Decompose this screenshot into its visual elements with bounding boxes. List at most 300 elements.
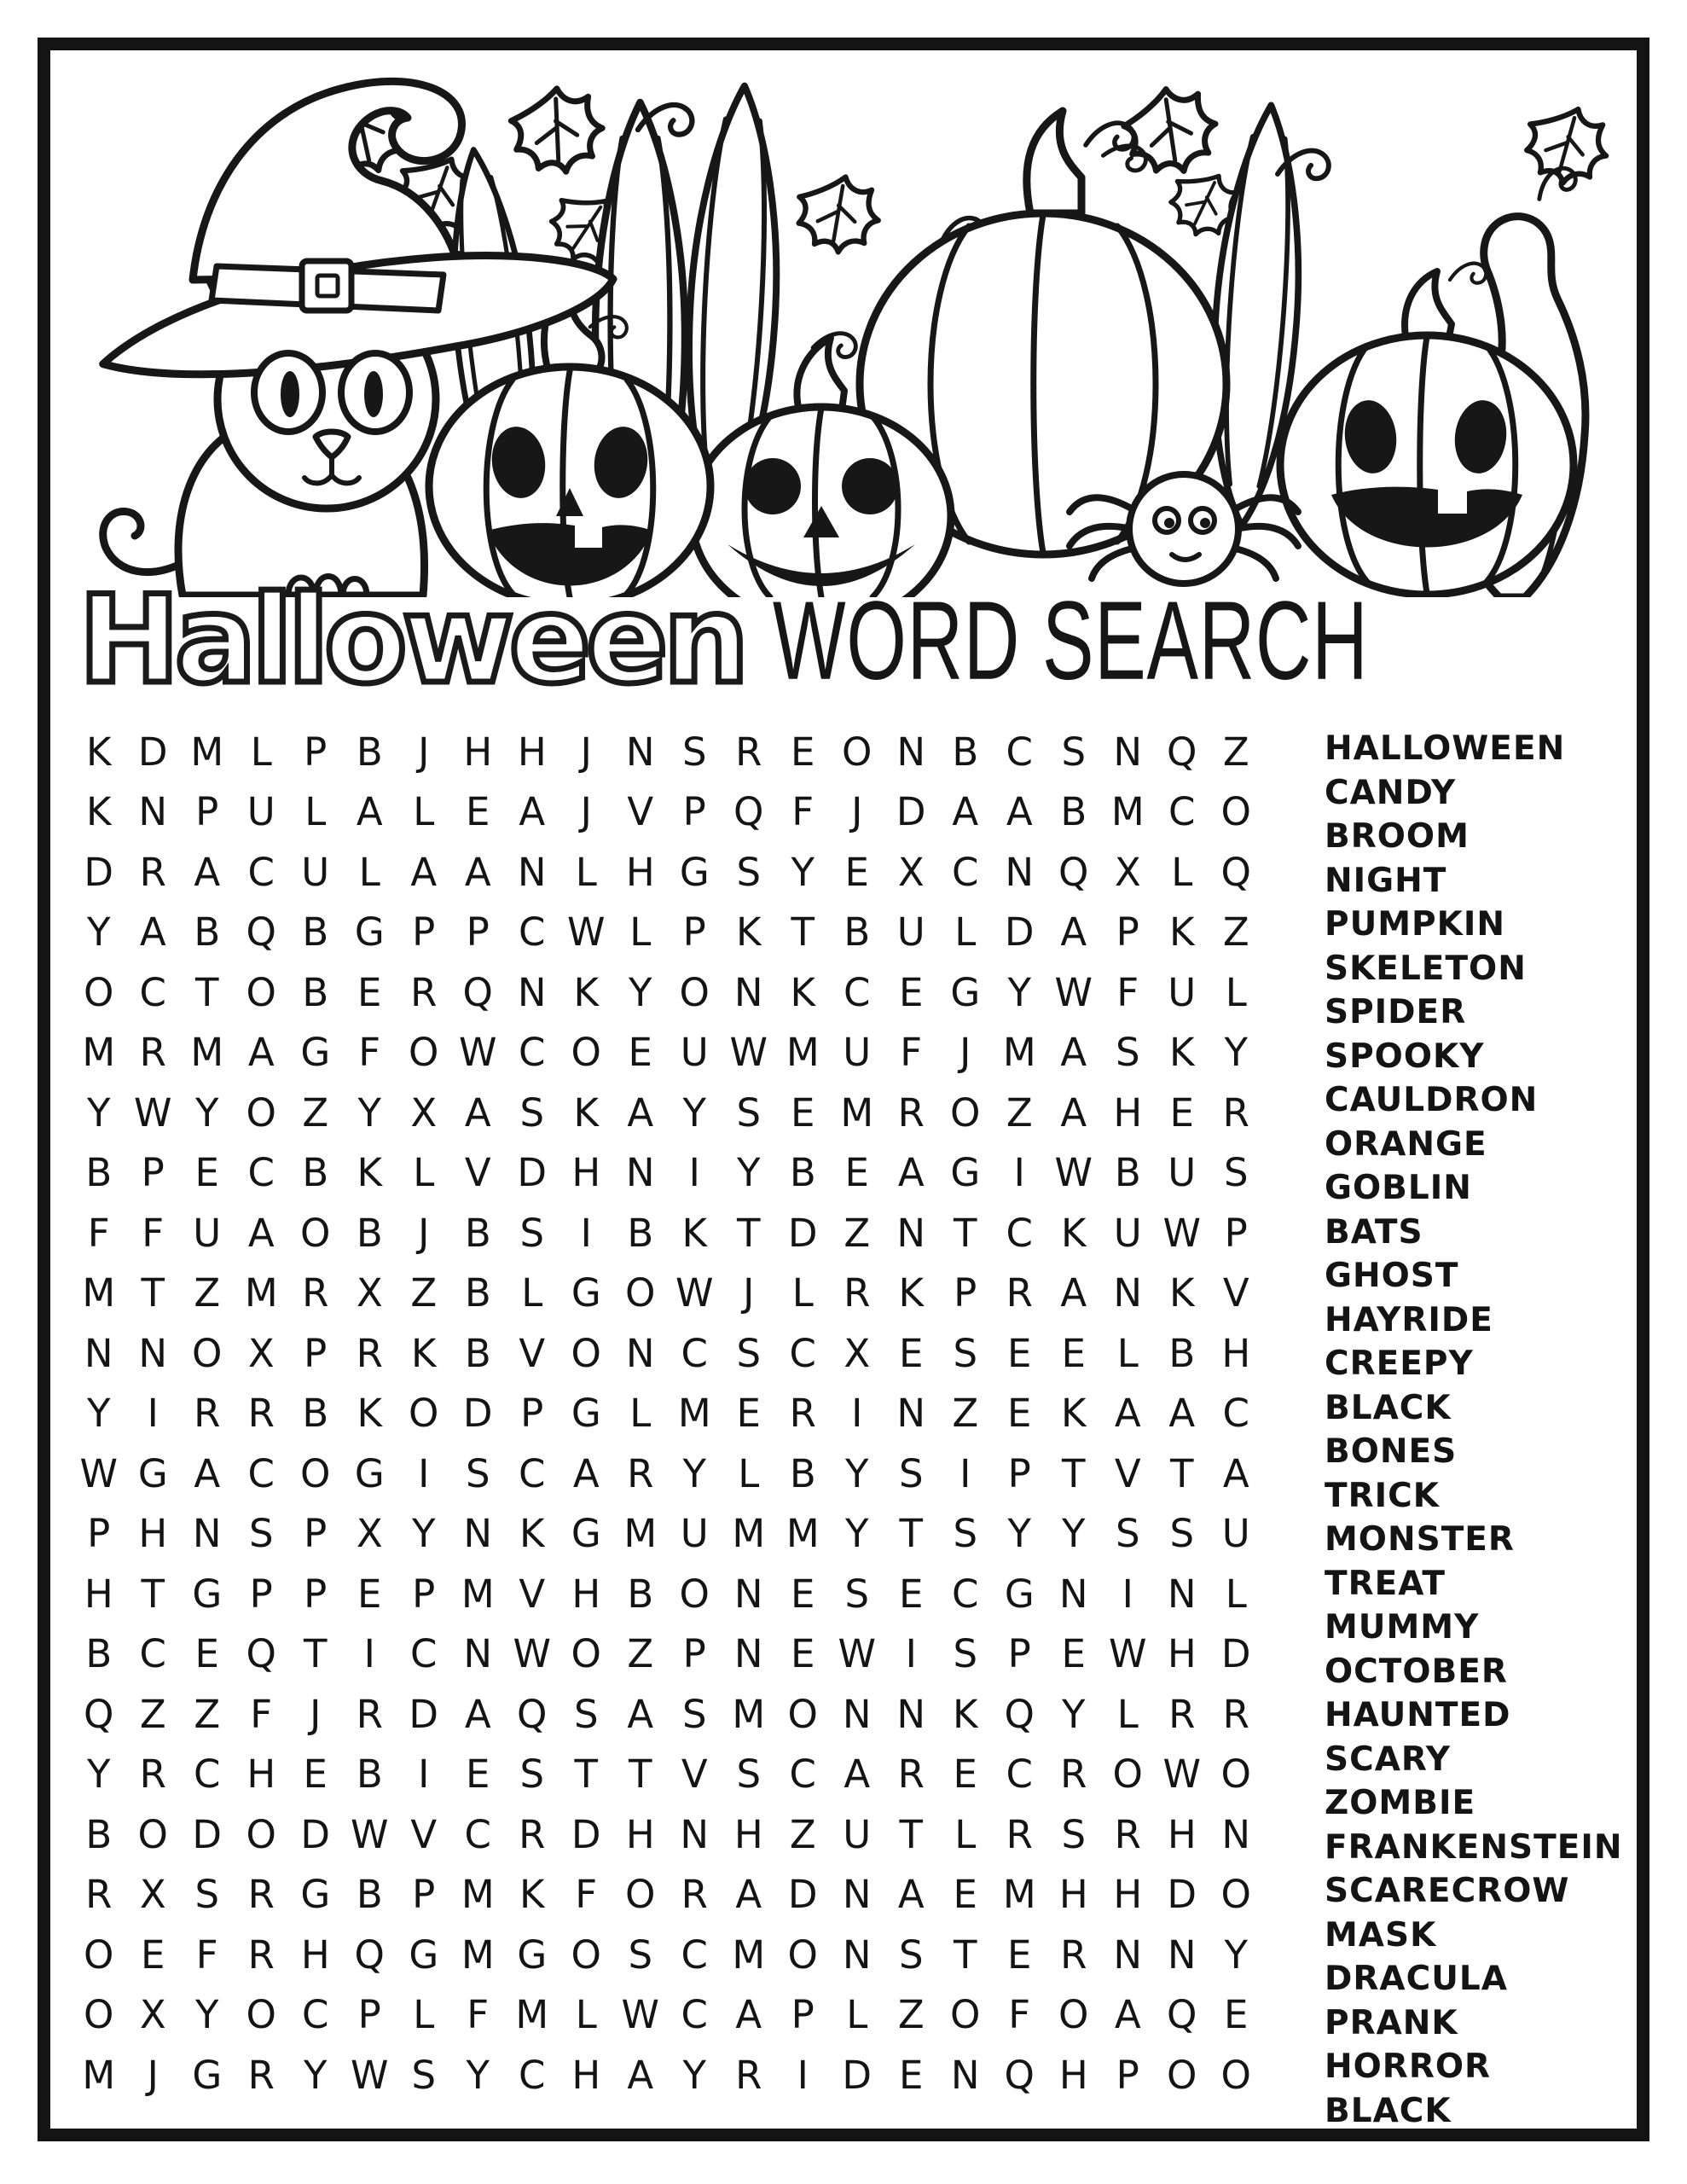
grid-letter: N	[625, 1330, 655, 1376]
grid-letter: T	[954, 1931, 977, 1978]
grid-letter: H	[625, 1811, 655, 1857]
word-list-item: HAYRIDE	[1325, 1300, 1493, 1339]
grid-letter: A	[247, 1210, 275, 1256]
grid-letter: O	[571, 1931, 601, 1978]
grid-letter: A	[1060, 909, 1087, 956]
grid-letter: G	[300, 1872, 331, 1918]
grid-letter: L	[629, 1391, 652, 1437]
grid-letter: F	[900, 1030, 923, 1076]
grid-letter: Q	[733, 789, 764, 835]
grid-letter: U	[1113, 1210, 1142, 1256]
grid-letter: A	[1006, 789, 1033, 835]
grid-letter: M	[190, 729, 224, 775]
grid-letter: P	[1116, 909, 1139, 956]
grid-letter: L	[846, 1992, 868, 2038]
grid-letter: Q	[1004, 2052, 1035, 2098]
grid-letter: I	[418, 1751, 430, 1798]
grid-letter: I	[959, 1450, 971, 1496]
letter-grid	[72, 722, 1263, 2106]
grid-letter: H	[1167, 1811, 1197, 1857]
grid-letter: E	[844, 1150, 869, 1196]
grid-letter: A	[356, 789, 383, 835]
grid-letter: B	[302, 1150, 329, 1196]
grid-letter: Y	[466, 2052, 490, 2098]
grid-letter: Y	[87, 1751, 111, 1798]
grid-letter: C	[139, 1631, 166, 1677]
grid-letter: Q	[1167, 729, 1197, 775]
grid-letter: T	[1170, 1450, 1194, 1496]
grid-letter: S	[248, 1511, 274, 1557]
grid-letter: T	[737, 1210, 761, 1256]
grid-letter: C	[844, 969, 871, 1015]
grid-letter: B	[85, 1631, 113, 1677]
word-list-item: SCARY	[1325, 1740, 1452, 1779]
grid-letter: O	[950, 1992, 981, 2038]
grid-letter: P	[304, 1511, 328, 1557]
grid-letter: L	[575, 849, 597, 895]
grid-letter: E	[628, 1030, 652, 1076]
halloween-scene-icon	[49, 51, 1638, 597]
word-list-item: OCTOBER	[1325, 1652, 1508, 1691]
grid-letter: E	[899, 2052, 924, 2098]
grid-letter: C	[302, 1992, 329, 2038]
grid-letter: F	[195, 1931, 218, 1978]
grid-letter: M	[244, 1270, 278, 1316]
grid-letter: H	[571, 1571, 601, 1617]
grid-letter: N	[842, 1691, 872, 1737]
grid-letter: M	[732, 1691, 766, 1737]
grid-letter: Z	[410, 1270, 438, 1316]
grid-letter: Y	[845, 1450, 869, 1496]
grid-letter: O	[625, 1270, 656, 1316]
grid-letter: A	[1222, 1450, 1249, 1496]
grid-letter: U	[1168, 969, 1197, 1015]
grid-letter: L	[250, 729, 272, 775]
grid-letter: S	[736, 849, 762, 895]
grid-letter: R	[1060, 1751, 1087, 1798]
grid-letter: R	[1168, 1691, 1196, 1737]
grid-letter: B	[85, 1811, 113, 1857]
grid-letter: P	[249, 1571, 273, 1617]
grid-letter: S	[519, 1751, 545, 1798]
grid-letter: R	[1006, 1270, 1033, 1316]
grid-letter: M	[82, 1270, 116, 1316]
grid-letter: N	[517, 969, 547, 1015]
grid-letter: R	[1222, 1089, 1249, 1136]
grid-letter: A	[627, 2052, 654, 2098]
grid-letter: L	[738, 1450, 760, 1496]
grid-letter: K	[790, 969, 815, 1015]
grid-letter: T	[141, 1571, 165, 1617]
grid-letter: R	[735, 2052, 762, 2098]
grid-letter: B	[627, 1210, 654, 1256]
word-list-item: HALLOWEEN	[1325, 729, 1566, 768]
grid-letter: R	[139, 1030, 166, 1076]
grid-letter: C	[247, 1450, 275, 1496]
grid-letter: E	[791, 1571, 815, 1617]
grid-letter: J	[418, 1210, 430, 1256]
grid-letter: L	[629, 909, 652, 956]
grid-letter: F	[791, 789, 815, 835]
grid-letter: D	[462, 1391, 493, 1437]
grid-letter: C	[952, 1571, 979, 1617]
grid-letter: O	[1220, 2052, 1251, 2098]
grid-letter: I	[1013, 1150, 1025, 1196]
grid-letter: Q	[1004, 1691, 1035, 1737]
grid-letter: K	[519, 1511, 545, 1557]
grid-letter: M	[461, 1571, 495, 1617]
grid-letter: D	[1004, 909, 1035, 956]
grid-letter: G	[1004, 1571, 1035, 1617]
grid-letter: K	[85, 789, 112, 835]
grid-letter: L	[521, 1270, 543, 1316]
grid-letter: W	[1109, 1631, 1147, 1677]
grid-letter: S	[1169, 1511, 1195, 1557]
grid-letter: M	[786, 1511, 820, 1557]
grid-letter: W	[459, 1030, 497, 1076]
grid-letter: W	[1054, 969, 1093, 1015]
grid-letter: E	[899, 969, 924, 1015]
grid-letter: S	[736, 1330, 762, 1376]
grid-letter: D	[787, 1210, 818, 1256]
grid-letter: R	[627, 1450, 654, 1496]
grid-letter: O	[246, 969, 276, 1015]
grid-letter: P	[1116, 2052, 1139, 2098]
grid-letter: F	[358, 1030, 381, 1076]
grid-letter: E	[791, 1089, 815, 1136]
grid-letter: P	[1007, 1450, 1031, 1496]
grid-letter: Y	[87, 1391, 111, 1437]
grid-letter: H	[625, 849, 655, 895]
grid-letter: S	[411, 2052, 437, 2098]
grid-letter: V	[627, 789, 654, 835]
word-list-item: NIGHT	[1325, 861, 1447, 900]
grid-letter: P	[466, 909, 490, 956]
grid-letter: U	[301, 849, 330, 895]
grid-letter: U	[680, 1511, 709, 1557]
grid-letter: E	[844, 849, 869, 895]
grid-letter: A	[627, 1691, 654, 1737]
grid-letter: Y	[682, 2052, 706, 2098]
grid-letter: H	[300, 1931, 330, 1978]
grid-letter: R	[1222, 1691, 1249, 1737]
grid-letter: B	[356, 1872, 383, 1918]
grid-letter: K	[1168, 1030, 1195, 1076]
grid-letter: Z	[1222, 909, 1249, 956]
grid-letter: N	[1005, 849, 1035, 895]
grid-letter: L	[791, 1270, 814, 1316]
grid-letter: W	[134, 1089, 172, 1136]
grid-letter: O	[1058, 1992, 1089, 2038]
word-list-item: ZOMBIE	[1325, 1784, 1476, 1822]
grid-letter: X	[356, 1270, 383, 1316]
grid-letter: E	[141, 1931, 165, 1978]
grid-letter: D	[896, 789, 926, 835]
grid-letter: I	[797, 2052, 809, 2098]
grid-letter: E	[1007, 1391, 1032, 1437]
grid-letter: Q	[84, 1691, 114, 1737]
grid-letter: M	[461, 1872, 495, 1918]
grid-letter: W	[351, 1811, 389, 1857]
grid-letter: O	[787, 1691, 818, 1737]
grid-letter: O	[1220, 1751, 1251, 1798]
grid-letter: Y	[629, 969, 652, 1015]
grid-letter: G	[571, 1391, 601, 1437]
grid-letter: R	[897, 1751, 925, 1798]
grid-letter: U	[1168, 1150, 1197, 1196]
grid-letter: F	[575, 1872, 598, 1918]
grid-letter: I	[580, 1210, 592, 1256]
grid-letter: I	[688, 1150, 700, 1196]
grid-letter: T	[954, 1210, 977, 1256]
grid-letter: Y	[1062, 1691, 1086, 1737]
grid-letter: T	[1062, 1450, 1086, 1496]
grid-letter: B	[464, 1210, 491, 1256]
grid-letter: J	[418, 729, 430, 775]
grid-letter: S	[681, 729, 707, 775]
grid-letter: E	[791, 729, 815, 775]
grid-letter: P	[1007, 1631, 1031, 1677]
grid-letter: A	[139, 909, 166, 956]
grid-letter: N	[842, 1872, 872, 1918]
grid-letter: Y	[1224, 1030, 1248, 1076]
grid-letter: W	[513, 1631, 551, 1677]
grid-letter: M	[515, 1992, 549, 2038]
grid-letter: N	[896, 1391, 926, 1437]
grid-letter: D	[517, 1150, 548, 1196]
grid-letter: W	[621, 1992, 659, 2038]
grid-letter: E	[736, 1391, 761, 1437]
grid-letter: O	[842, 729, 872, 775]
grid-letter: S	[628, 1931, 653, 1978]
grid-letter: H	[1167, 1631, 1197, 1677]
grid-letter: V	[519, 1571, 546, 1617]
grid-letter: M	[190, 1030, 224, 1076]
header-illustration	[49, 51, 1638, 597]
grid-letter: Y	[195, 1089, 219, 1136]
grid-letter: P	[791, 1992, 815, 2038]
grid-letter: M	[677, 1391, 711, 1437]
grid-letter: N	[1221, 1811, 1251, 1857]
grid-letter: J	[580, 789, 592, 835]
word-list-item: GOBLIN	[1325, 1169, 1472, 1207]
grid-letter: A	[464, 849, 491, 895]
word-list-item: BONES	[1325, 1432, 1458, 1471]
grid-letter: G	[409, 1931, 439, 1978]
grid-letter: S	[736, 1089, 762, 1136]
grid-letter: D	[1167, 1872, 1197, 1918]
grid-letter: B	[356, 1210, 383, 1256]
grid-letter: H	[1113, 1089, 1143, 1136]
grid-letter: B	[464, 1330, 491, 1376]
grid-letter: C	[1006, 1210, 1033, 1256]
grid-letter: R	[1060, 1931, 1087, 1978]
grid-letter: W	[567, 909, 606, 956]
grid-letter: F	[250, 1691, 273, 1737]
grid-letter: K	[1168, 909, 1195, 956]
grid-letter: S	[1061, 729, 1087, 775]
grid-letter: G	[679, 849, 710, 895]
grid-letter: T	[574, 1751, 598, 1798]
grid-letter: J	[147, 2052, 159, 2098]
grid-letter: Q	[246, 1631, 276, 1677]
grid-letter: C	[789, 1751, 816, 1798]
grid-letter: O	[246, 1811, 276, 1857]
grid-letter: U	[843, 1811, 872, 1857]
grid-letter: X	[139, 1992, 166, 2038]
grid-letter: M	[840, 1089, 874, 1136]
grid-letter: K	[357, 1150, 382, 1196]
grid-letter: P	[195, 789, 219, 835]
grid-letter: L	[413, 789, 435, 835]
grid-letter: N	[1113, 1270, 1143, 1316]
grid-letter: P	[954, 1270, 977, 1316]
grid-letter: C	[1006, 1751, 1033, 1798]
grid-letter: A	[572, 1450, 600, 1496]
grid-letter: B	[302, 909, 329, 956]
grid-letter: N	[138, 789, 168, 835]
grid-letter: L	[1225, 969, 1247, 1015]
grid-letter: G	[192, 1571, 223, 1617]
grid-letter: O	[1220, 1872, 1251, 1918]
grid-letter: X	[356, 1511, 383, 1557]
grid-letter: T	[899, 1511, 923, 1557]
grid-letter: T	[304, 1631, 328, 1677]
grid-letter: W	[79, 1450, 118, 1496]
grid-letter: R	[789, 1391, 816, 1437]
grid-letter: C	[247, 1150, 275, 1196]
grid-letter: A	[1114, 1391, 1141, 1437]
grid-letter: G	[517, 1931, 548, 1978]
grid-letter: O	[300, 1210, 331, 1256]
cat-tail	[103, 512, 186, 572]
grid-letter: G	[571, 1511, 601, 1557]
grid-letter: E	[194, 1631, 219, 1677]
grid-letter: N	[1058, 1571, 1088, 1617]
grid-letter: N	[84, 1330, 113, 1376]
grid-letter: J	[959, 1030, 971, 1076]
grid-letter: N	[896, 1210, 926, 1256]
grid-letter: E	[194, 1150, 219, 1196]
grid-letter: V	[1222, 1270, 1249, 1316]
grid-letter: E	[466, 789, 490, 835]
grid-letter: A	[519, 789, 546, 835]
grid-letter: K	[410, 1330, 437, 1376]
grid-letter: R	[519, 1811, 546, 1857]
grid-letter: A	[464, 1089, 491, 1136]
grid-letter: D	[300, 1811, 331, 1857]
grid-letter: B	[789, 1450, 816, 1496]
grid-letter: G	[354, 909, 385, 956]
grid-letter: Y	[87, 1089, 111, 1136]
grid-letter: O	[1167, 2052, 1197, 2098]
grid-letter: Z	[1222, 729, 1249, 775]
grid-letter: W	[838, 1631, 876, 1677]
grid-letter: C	[681, 1931, 708, 1978]
word-list-item: HORROR	[1325, 2048, 1492, 2086]
grid-letter: S	[573, 1691, 599, 1737]
word-list-item: BROOM	[1325, 817, 1470, 856]
grid-letter: R	[302, 1270, 329, 1316]
grid-letter: P	[412, 1872, 436, 1918]
grid-letter: H	[1058, 1872, 1088, 1918]
grid-letter: G	[137, 1450, 168, 1496]
grid-letter: Q	[462, 969, 493, 1015]
grid-letter: Y	[845, 1511, 869, 1557]
grid-letter: T	[195, 969, 219, 1015]
grid-letter: A	[844, 1751, 871, 1798]
grid-letter: O	[84, 969, 114, 1015]
grid-letter: C	[519, 1030, 546, 1076]
grid-letter: U	[680, 1030, 709, 1076]
grid-letter: L	[954, 1811, 977, 1857]
grid-letter: S	[736, 1751, 762, 1798]
grid-letter: I	[851, 1391, 863, 1437]
grid-letter: C	[1168, 789, 1196, 835]
grid-letter: J	[743, 1270, 755, 1316]
grid-letter: N	[517, 849, 547, 895]
grid-letter: B	[356, 729, 383, 775]
word-list-item: TREAT	[1325, 1564, 1446, 1603]
grid-letter: P	[357, 1992, 381, 2038]
grid-letter: R	[139, 849, 166, 895]
grid-letter: S	[844, 1571, 870, 1617]
grid-letter: M	[461, 1931, 495, 1978]
grid-letter: Z	[139, 1691, 166, 1737]
word-list-item: BLACK	[1325, 1388, 1452, 1427]
grid-letter: O	[137, 1811, 168, 1857]
grid-letter: W	[729, 1030, 768, 1076]
grid-letter: C	[681, 1992, 708, 2038]
grid-letter: B	[464, 1270, 491, 1316]
grid-letter: E	[357, 1571, 382, 1617]
grid-letter: R	[194, 1391, 221, 1437]
word-list-item: SKELETON	[1325, 949, 1527, 988]
grid-letter: S	[898, 1931, 924, 1978]
grid-letter: Q	[517, 1691, 548, 1737]
grid-letter: C	[681, 1330, 708, 1376]
grid-letter: P	[682, 909, 706, 956]
grid-letter: N	[733, 1571, 763, 1617]
grid-letter: A	[464, 1691, 491, 1737]
grid-letter: D	[192, 1811, 223, 1857]
grid-letter: Y	[1062, 1511, 1086, 1557]
grid-letter: H	[1221, 1330, 1251, 1376]
grid-letter: N	[138, 1330, 168, 1376]
grid-letter: R	[1114, 1811, 1141, 1857]
grid-letter: L	[1116, 1330, 1139, 1376]
grid-letter: I	[1122, 1571, 1133, 1617]
grid-letter: S	[953, 1330, 978, 1376]
grid-letter: Q	[1220, 849, 1251, 895]
grid-letter: A	[952, 789, 979, 835]
grid-letter: H	[463, 729, 493, 775]
page-title	[78, 570, 1409, 711]
grid-letter: K	[1168, 1270, 1195, 1316]
grid-letter: V	[464, 1150, 491, 1196]
grid-letter: B	[627, 1571, 654, 1617]
grid-letter: S	[681, 1691, 707, 1737]
grid-letter: C	[410, 1631, 438, 1677]
grid-letter: A	[410, 849, 438, 895]
grid-letter: O	[625, 1872, 656, 1918]
grid-letter: K	[519, 1872, 545, 1918]
grid-letter: W	[1162, 1210, 1201, 1256]
title-decorated-word: Halloween	[78, 570, 745, 711]
grid-letter: K	[573, 1089, 599, 1136]
grid-letter: A	[627, 1089, 654, 1136]
grid-letter: P	[520, 1391, 544, 1437]
